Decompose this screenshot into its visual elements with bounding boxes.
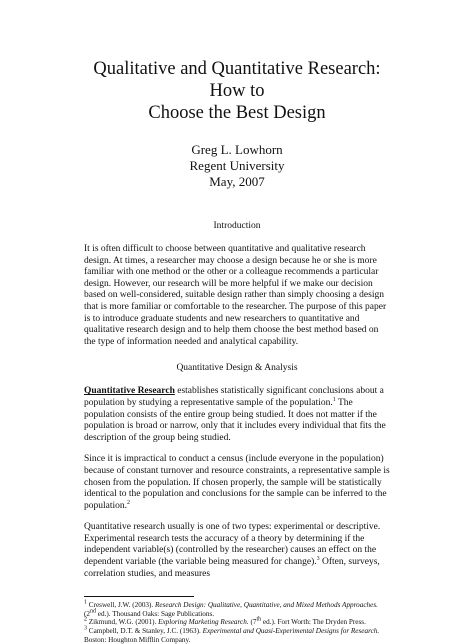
footnote-text: (7 [248, 618, 257, 627]
footnote-1 [84, 601, 390, 618]
author-name: Greg L. Lowhorn [191, 142, 283, 157]
footnote-text: Campbell, D.T. & Stanley, J.C. (1963). [87, 627, 203, 636]
author-block [84, 142, 390, 190]
footnote-number: 3 [84, 625, 87, 632]
author-affiliation: Regent University [189, 158, 285, 173]
quantitative-paragraph-2 [84, 454, 390, 512]
footnote-ref-3: 3 [316, 555, 320, 562]
paper-title [84, 0, 390, 124]
quantitative-paragraph-1 [84, 386, 390, 444]
p1-text-b: The population consists of the entire group being studied. It does not matter if the population is broad or narrow, only that it includes every individual that fits the description of the group being studied. [84, 397, 386, 443]
introduction-paragraph: It is often difficult to choose between quantitative and qualitative research design. At times, a researcher may choose a design because he or she is more familiar with one method or the other or a colleague recommends a particular design. However, our research will be more helpful if we make our decision based on well-considered, suitable design rather than simply choosing a design that is more familiar or comfortable to the researcher. The purpose of this paper is to introduce graduate students and new researchers to quantitative and qualitative research design and to help them choose the best method based on the type of information needed and analytical capability. [84, 244, 387, 347]
publication-date: May, 2007 [209, 174, 265, 189]
footnote-text: (2 [84, 609, 90, 618]
quantitative-heading: Quantitative Design & Analysis [176, 363, 298, 374]
introduction-heading: Introduction [213, 221, 261, 231]
footnote-title: Experimental and Quasi-Experimental Designs for Research. [202, 627, 380, 636]
p3-text-a: Quantitative research usually is one of two types: experimental or descriptive. Experimental research tests the accuracy of a theory by determining if the independent variable(s) (controlled by the researcher) causes an effect on the dependent variable (the variable being measured for change). [84, 522, 381, 568]
footnote-text: ed.). Fort Worth: The Dryden Press. [261, 618, 366, 627]
footnote-ordinal: nd [90, 608, 96, 615]
footnote-ref-2: 2 [127, 499, 131, 506]
footnote-text: Zikmund, W.G. (2001). [87, 618, 159, 627]
p1-text-a: establishes statistically significant conclusions about a population by studying a representative sample of the population. [84, 386, 384, 408]
footnote-title: Exploring Marketing Research. [158, 618, 249, 627]
footnote-divider [84, 596, 194, 597]
footnote-text: Creswell, J.W. (2003). [87, 601, 156, 610]
p2-text-a: Since it is impractical to conduct a census (include everyone in the population) because of constant turnover and resource constraints, a representative sample is chosen from the population. If chosen properly, the sample will be statistically identical to the population and conclusions for the sample can be inferred to the population. [84, 454, 390, 511]
footnote-3 [84, 627, 390, 644]
footnote-2 [84, 618, 390, 627]
footnote-number: 1 [84, 599, 87, 606]
p3-text-b: Often, surveys, correlation studies, and measures [84, 557, 380, 579]
quantitative-research-term: Quantitative Research [84, 386, 175, 397]
footnotes [84, 601, 390, 644]
footnote-ref-1: 1 [332, 396, 336, 403]
footnote-text: Boston: Houghton Mifflin Company. [84, 635, 191, 644]
title-line-1: Qualitative and Quantitative Research: How to [93, 59, 381, 101]
footnote-text: ed.). Thousand Oaks: Sage Publications. [96, 609, 215, 618]
footnote-ordinal: th [256, 617, 262, 624]
quantitative-paragraph-3 [84, 522, 390, 580]
title-line-2: Choose the Best Design [148, 103, 326, 123]
footnote-title: Research Design: Qualitative, Quantitative, and Mixed Methods Approaches. [155, 601, 378, 610]
footnote-number: 2 [84, 617, 87, 624]
